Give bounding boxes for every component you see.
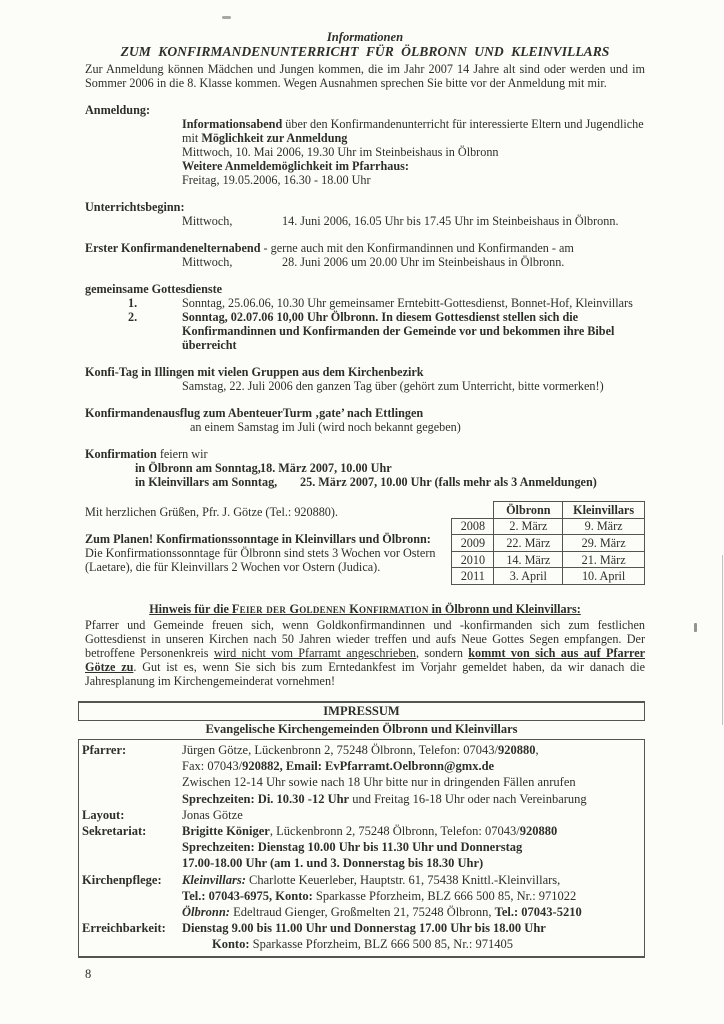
- text-segment: ,: [535, 743, 539, 757]
- hinweis-paragraph: [85, 618, 645, 688]
- table-cell: 3. April: [494, 568, 563, 585]
- planen-heading: Zum Planen! Konfirmationssonntage in Kleinvillars und Ölbronn:: [85, 532, 431, 546]
- two-column-zone: [85, 502, 645, 585]
- list-text: Sonntag, 02.07.06 10,00 Uhr Ölbronn. In diesem Gottesdienst stellen sich die Konfirmandinnen und Konfirmanden der Gemeinde vor und bekommen ihre Bibel überreicht: [182, 310, 615, 352]
- text-segment: Mittwoch,: [182, 255, 233, 269]
- impressum-line: [182, 742, 642, 758]
- gottesdienste-heading: gemeinsame Gottesdienste: [85, 282, 223, 296]
- table-row: [452, 551, 645, 568]
- table-cell: 2009: [452, 535, 494, 552]
- email-text: 920882, Email: EvPfarramt.Oelbronn@gmx.de: [242, 759, 495, 774]
- impressum-content-box: [78, 739, 645, 958]
- impressum-label: Layout:: [82, 807, 125, 822]
- ausflug-heading: Konfirmandenausflug zum AbenteuerTurm ‚gate’ nach Ettlingen: [85, 406, 424, 420]
- greeting-line: Mit herzlichen Grüßen, Pfr. J. Götze (Tel.: 920880).: [85, 505, 338, 519]
- list-item: [85, 296, 645, 310]
- unterricht-line: [182, 214, 645, 228]
- konfitag-heading: Konfi-Tag in Illingen mit vielen Gruppen aus dem Kirchenbezirk: [85, 365, 424, 379]
- text-segment: Konfirmation: [85, 447, 157, 461]
- impressum-line: Zwischen 12-14 Uhr sowie nach 18 Uhr bitte nur in dringenden Fällen anrufen: [182, 775, 576, 790]
- section-konfirmation: [85, 447, 645, 489]
- table-header-cell: Ölbronn: [494, 502, 563, 519]
- list-number: 2.: [128, 310, 138, 324]
- text-segment: in Kleinvillars am Sonntag,: [135, 475, 278, 489]
- anmeldung-body: [182, 117, 645, 187]
- impressum-line: [182, 872, 642, 888]
- text-segment: Mittwoch,: [182, 214, 233, 228]
- impressum-line: [212, 936, 642, 952]
- table-cell: 10. April: [563, 568, 645, 585]
- elternabend-heading: [85, 241, 645, 255]
- table-row: [452, 518, 645, 535]
- hinweis-heading: [85, 602, 645, 616]
- impressum-row-sekretariat: [79, 823, 642, 872]
- text-segment: Ölbronn:: [182, 905, 230, 920]
- text-segment: 14. Juni 2006, 16.05 Uhr bis 17.45 Uhr im Steinbeishaus in Ölbronn.: [282, 214, 619, 228]
- table-cell: 2. März: [494, 518, 563, 535]
- impressum-label: Pfarrer:: [82, 743, 127, 757]
- impressum-row-kirchenpflege: [79, 872, 642, 921]
- section-konfitag: [85, 365, 645, 393]
- text-segment: - gerne auch mit den Konfirmandinnen und Konfirmanden - am: [260, 241, 574, 255]
- anmeldung-line: [182, 117, 645, 145]
- impressum-line: Sprechzeiten: Dienstag 10.00 Uhr bis 11.30 Uhr und Donnerstag: [182, 840, 523, 855]
- section-gottesdienste: [85, 282, 645, 352]
- section-elternabend: [85, 241, 645, 269]
- table-cell: 2011: [452, 568, 494, 585]
- impressum-row-layout: [79, 807, 642, 823]
- table-cell: 29. März: [563, 535, 645, 552]
- text-segment: Tel.: 07043-5210: [494, 905, 582, 920]
- anmeldung-heading: Anmeldung:: [85, 103, 151, 117]
- konfirmation-dates-table: [451, 501, 645, 585]
- document-title: ZUM KONFIRMANDENUNTERRICHT FÜR ÖLBRONN UND KLEINVILLARS: [120, 44, 610, 59]
- text-segment: Charlotte Keuerleber, Hauptstr. 61, 75438 Knittl.-Kleinvillars,: [245, 872, 561, 887]
- konfirmation-row: [135, 475, 645, 489]
- table-header-cell: [452, 502, 494, 519]
- impressum-value: Jonas Götze: [182, 807, 243, 822]
- impressum-line: [182, 823, 642, 839]
- impressum-value: [182, 920, 642, 952]
- table-cell: 2008: [452, 518, 494, 535]
- text-segment: kommt von sich aus auf Pfarrer Götze zu: [85, 646, 646, 674]
- section-ausflug: [85, 406, 645, 434]
- text-segment: Hinweis für die: [149, 602, 232, 616]
- text-segment: Erster Konfirmandenelternabend: [85, 241, 261, 255]
- impressum-title: IMPRESSUM: [78, 701, 645, 721]
- konfirmation-heading: [85, 447, 645, 461]
- konfitag-line: Samstag, 22. Juli 2006 den ganzen Tag über (gehört zum Unterricht, bitte vormerken!): [182, 379, 604, 393]
- table-header-row: [452, 502, 645, 519]
- text-segment: über den Konfirmandenunterricht für interessierte Eltern und Jugendliche mit: [182, 117, 644, 145]
- scan-artifact: [694, 623, 697, 632]
- table-header-cell: Kleinvillars: [563, 502, 645, 519]
- text-segment: , sondern: [415, 646, 469, 660]
- impressum: [78, 701, 645, 958]
- table-cell: 9. März: [563, 518, 645, 535]
- text-segment: 18. März 2007, 10.00 Uhr: [260, 461, 392, 475]
- text-segment: Sparkasse Pforzheim, BLZ 666 500 85, Nr.: 971022: [312, 888, 577, 903]
- anmeldung-line: Weitere Anmeldemöglichkeit im Pfarrhaus:: [182, 159, 409, 173]
- section-planen: [85, 532, 451, 574]
- impressum-row-pfarrer: [79, 742, 642, 807]
- table-cell: 2010: [452, 551, 494, 568]
- table-cell: 21. März: [563, 551, 645, 568]
- left-column: [85, 505, 451, 585]
- text-segment: Tel.: 07043-6975, Konto:: [182, 888, 313, 903]
- section-unterrichtsbeginn: [85, 200, 645, 228]
- impressum-value: [182, 872, 642, 921]
- elternabend-line: [182, 255, 645, 269]
- impressum-label: Kirchenpflege:: [82, 872, 162, 887]
- text-segment: wird nicht vom Pfarramt angeschrieben: [213, 646, 416, 660]
- text-segment: Fax: 07043/: [182, 759, 243, 774]
- scan-artifact: [722, 555, 723, 725]
- section-anmeldung: [85, 103, 645, 187]
- text-segment: in Ölbronn am Sonntag,: [135, 461, 261, 475]
- impressum-value: [182, 742, 642, 807]
- intro-paragraph: Zur Anmeldung können Mädchen und Jungen kommen, die im Jahr 2007 14 Jahre alt sind oder werden und im Sommer 2006 in die 8. Klasse kommen. Wegen Ausnahmen sprechen Sie bitte vor der Anmeldung mit mir.: [85, 62, 645, 90]
- konfirmation-row: [135, 461, 645, 475]
- text-segment: in Ölbronn und Kleinvillars:: [428, 602, 581, 616]
- list-number: 1.: [128, 296, 138, 310]
- impressum-line: [182, 904, 642, 920]
- table-cell: 22. März: [494, 535, 563, 552]
- text-segment: 28. Juni 2006 um 20.00 Uhr im Steinbeishaus in Ölbronn.: [282, 255, 565, 269]
- text-segment: 920880: [497, 743, 536, 757]
- impressum-row-erreichbarkeit: [79, 920, 642, 952]
- scan-artifact: [222, 16, 231, 19]
- document-kicker: Informationen: [326, 30, 404, 44]
- text-segment: Sprechzeiten: Di. 10.30 -12 Uhr: [182, 791, 350, 806]
- impressum-line: Dienstag 9.00 bis 11.00 Uhr und Donnerstag 17.00 Uhr bis 18.00 Uhr: [182, 921, 546, 936]
- text-segment: Jürgen Götze, Lückenbronn 2, 75248 Ölbronn, Telefon: 07043/: [182, 743, 498, 757]
- text-segment: Informationsabend: [182, 117, 283, 131]
- text-segment: , Lückenbronn 2, 75248 Ölbronn, Telefon: 07043/: [269, 824, 520, 839]
- impressum-line: 17.00-18.00 Uhr (am 1. und 3. Donnerstag bis 18.30 Uhr): [182, 856, 484, 871]
- impressum-subtitle: Evangelische Kirchengemeinden Ölbronn und Kleinvillars: [205, 722, 518, 736]
- table-row: [452, 568, 645, 585]
- text-segment: 25. März 2007, 10.00 Uhr (falls mehr als 3 Anmeldungen): [300, 475, 597, 489]
- text-segment: Brigitte Königer: [182, 824, 270, 839]
- text-segment: 920880: [519, 824, 558, 839]
- text-segment: Edeltraud Gienger, Großmelten 21, 75248 Ölbronn,: [229, 905, 495, 920]
- impressum-line: [182, 791, 642, 807]
- text-segment: Kleinvillars:: [182, 872, 246, 887]
- list-item: [85, 310, 645, 352]
- table-row: [452, 535, 645, 552]
- table-cell: 14. März: [494, 551, 563, 568]
- text-segment: . Gut ist es, wenn Sie sich bis zum Erntedankfest im Vorjahr gemeldet haben, da wir danach die Jahresplanung im Kirchengemeinderat vornehmen!: [85, 660, 646, 688]
- page-number: 8: [85, 966, 92, 981]
- impressum-line: [182, 758, 642, 774]
- text-segment: feiern wir: [156, 447, 208, 461]
- planen-body: Die Konfirmationssonntage für Ölbronn sind stets 3 Wochen vor Ostern (Laetare), die für Kleinvillars 2 Wochen vor Ostern (Judica).: [85, 546, 436, 574]
- impressum-line: [182, 888, 642, 904]
- impressum-label: Erreichbarkeit:: [82, 921, 166, 936]
- impressum-label: Sekretariat:: [82, 824, 147, 839]
- text-segment: Konto:: [212, 937, 250, 952]
- anmeldung-line: Mittwoch, 10. Mai 2006, 19.30 Uhr im Steinbeishaus in Ölbronn: [182, 145, 499, 159]
- text-segment: Möglichkeit zur Anmeldung: [201, 131, 348, 145]
- list-text: Sonntag, 25.06.06, 10.30 Uhr gemeinsamer Erntebitt-Gottesdienst, Bonnet-Hof, Kleinvillars: [182, 296, 633, 310]
- unterricht-heading: Unterrichtsbeginn:: [85, 200, 185, 214]
- text-segment: Feier der Goldenen Konfirmation: [231, 602, 429, 616]
- impressum-value: [182, 823, 642, 872]
- anmeldung-line: Freitag, 19.05.2006, 16.30 - 18.00 Uhr: [182, 173, 371, 187]
- text-segment: Pfarrer und Gemeinde freuen sich, wenn Goldkonfirmandinnen und -konfirmanden sich zum festlichen Gottesdienst in unseren Kirchen nach 50 Jahren wieder treffen und aufs Neue Gottes Segen empfangen. Der betroffene Personenkreis: [85, 618, 645, 660]
- text-segment: Sparkasse Pforzheim, BLZ 666 500 85, Nr.: 971405: [249, 937, 514, 952]
- text-segment: und Freitag 16-18 Uhr oder nach Vereinbarung: [349, 791, 587, 806]
- ausflug-line: an einem Samstag im Juli (wird noch bekannt gegeben): [190, 420, 461, 434]
